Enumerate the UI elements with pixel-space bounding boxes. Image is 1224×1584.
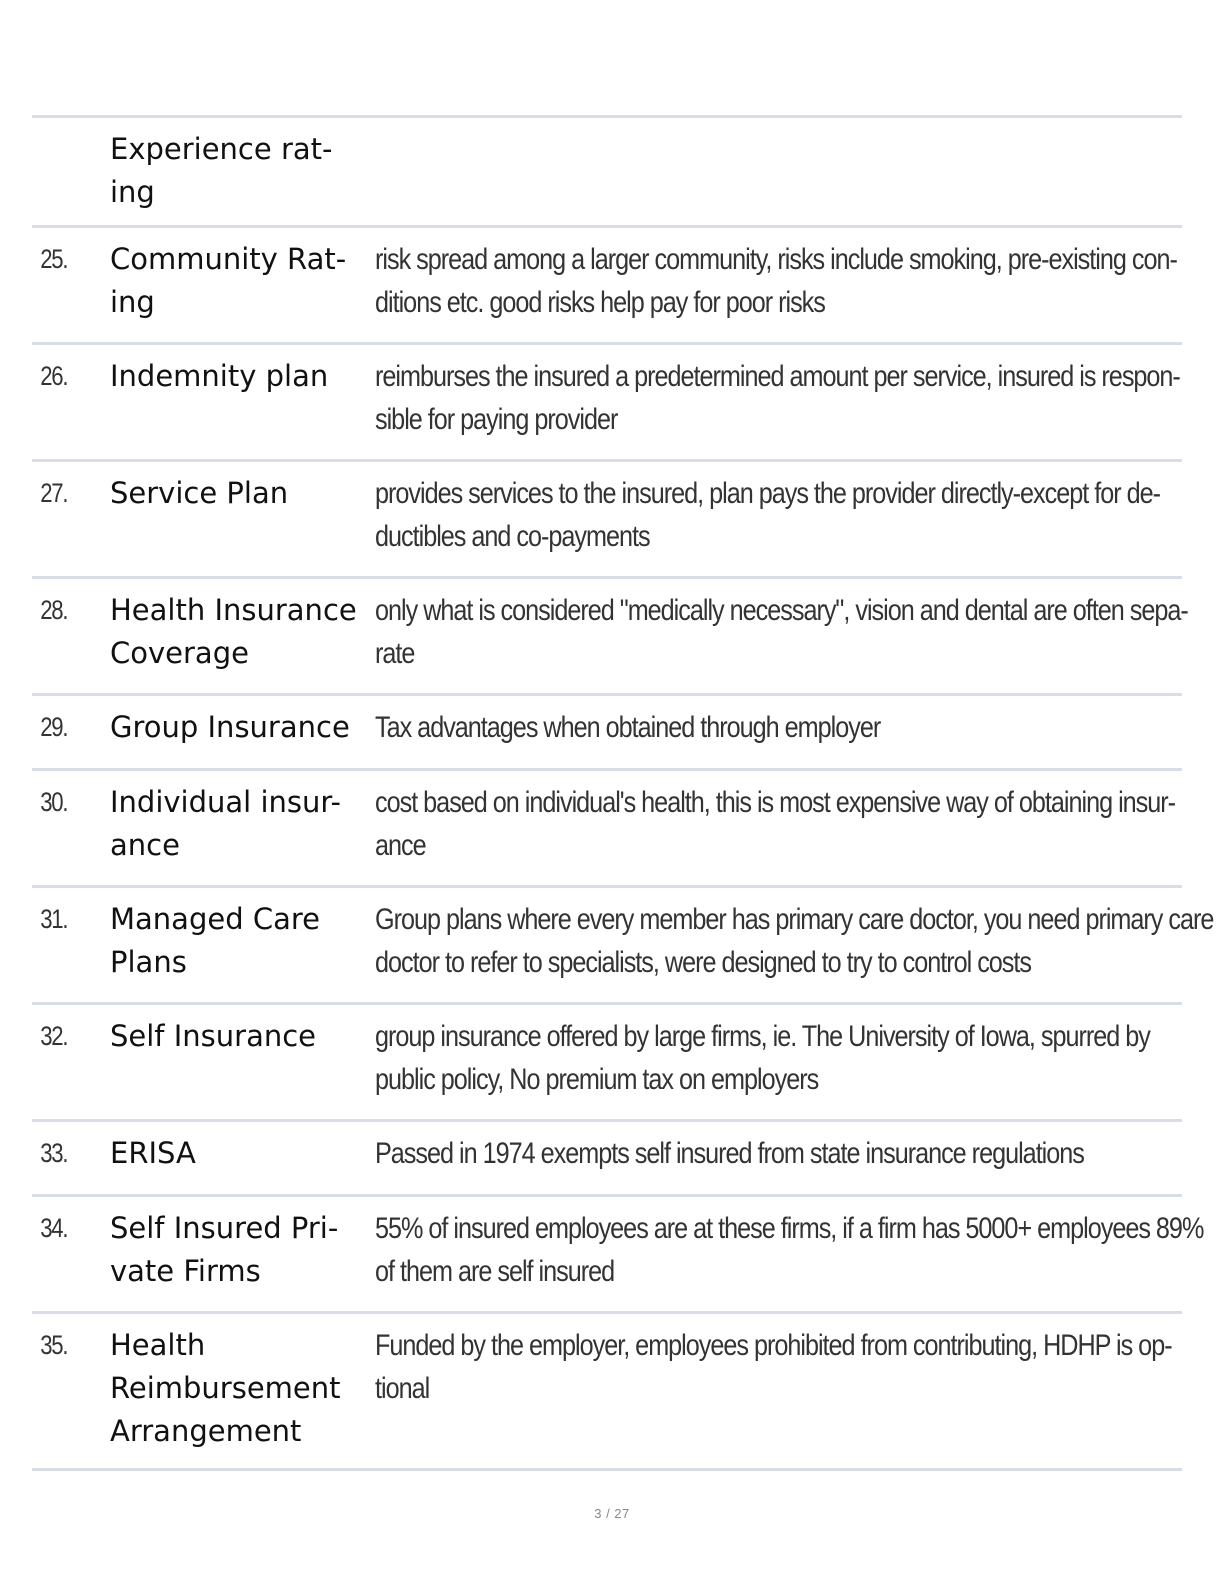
- row-number: 27.: [40, 478, 68, 508]
- table-row: [32, 1119, 1182, 1194]
- definition-cell: group insurance offered by large firms, ie. The University of Iowa, spurred by public policy, No premium tax on employers: [375, 1020, 1150, 1096]
- table-row: [32, 693, 1182, 768]
- row-number: 30.: [40, 787, 68, 817]
- row-number: 25.: [40, 244, 68, 274]
- table-row: [32, 342, 1182, 459]
- table-row: [32, 225, 1182, 342]
- row-number: 26.: [40, 361, 68, 391]
- row-number: 28.: [40, 595, 68, 625]
- term-cell: Experience rat- ing: [110, 132, 333, 209]
- term-cell: Group Insurance: [110, 710, 350, 744]
- definition-cell: Group plans where every member has primary care doctor, you need primary care doctor to refer to specialists, were designed to try to control costs: [375, 903, 1214, 979]
- term-cell: Service Plan: [110, 476, 289, 510]
- definition-cell: reimburses the insured a predetermined amount per service, insured is respon- sible for paying provider: [375, 360, 1180, 436]
- table-row: [32, 1002, 1182, 1119]
- term-cell: Individual insur- ance: [110, 785, 341, 862]
- definition-cell: provides services to the insured, plan pays the provider directly-except for de- ductibles and co-payments: [375, 477, 1160, 553]
- table-row: [32, 459, 1182, 576]
- flashcard-table: [32, 115, 1214, 1471]
- term-cell: Self Insured Pri- vate Firms: [110, 1211, 339, 1288]
- definition-cell: only what is considered "medically necessary", vision and dental are often sepa- rate: [375, 594, 1188, 670]
- table-row: [32, 115, 1182, 225]
- term-cell: Health Reimbursement Arrangement: [110, 1328, 341, 1448]
- table-row: [32, 1311, 1182, 1471]
- definition-cell: Tax advantages when obtained through employer: [375, 711, 881, 744]
- definition-cell: Funded by the employer, employees prohibited from contributing, HDHP is op- tional: [375, 1329, 1172, 1405]
- definition-cell: Passed in 1974 exempts self insured from state insurance regulations: [375, 1137, 1084, 1170]
- definition-cell: risk spread among a larger community, risks include smoking, pre-existing con- ditions etc. good risks help pay for poor risks: [375, 243, 1177, 319]
- definition-cell: cost based on individual's health, this is most expensive way of obtaining insur- ance: [375, 786, 1176, 862]
- table-row: [32, 1194, 1204, 1311]
- table-row: [32, 885, 1214, 1002]
- term-cell: Health Insurance Coverage: [110, 593, 357, 670]
- row-number: 34.: [40, 1213, 68, 1243]
- term-cell: Community Rat- ing: [110, 242, 347, 319]
- table-row: [32, 576, 1188, 693]
- row-number: 35.: [40, 1330, 68, 1360]
- definition-cell: 55% of insured employees are at these firms, if a firm has 5000+ employees 89% of them are self insured: [375, 1212, 1204, 1288]
- row-number: 29.: [40, 712, 68, 742]
- page-number: 3 / 27: [594, 1506, 630, 1521]
- term-cell: Managed Care Plans: [110, 902, 320, 979]
- term-cell: Indemnity plan: [110, 359, 329, 393]
- table-row: [32, 768, 1182, 885]
- row-number: 33.: [40, 1138, 68, 1168]
- term-cell: ERISA: [110, 1136, 196, 1170]
- row-number: 31.: [40, 904, 68, 934]
- term-cell: Self Insurance: [110, 1019, 317, 1053]
- row-number: 32.: [40, 1021, 68, 1051]
